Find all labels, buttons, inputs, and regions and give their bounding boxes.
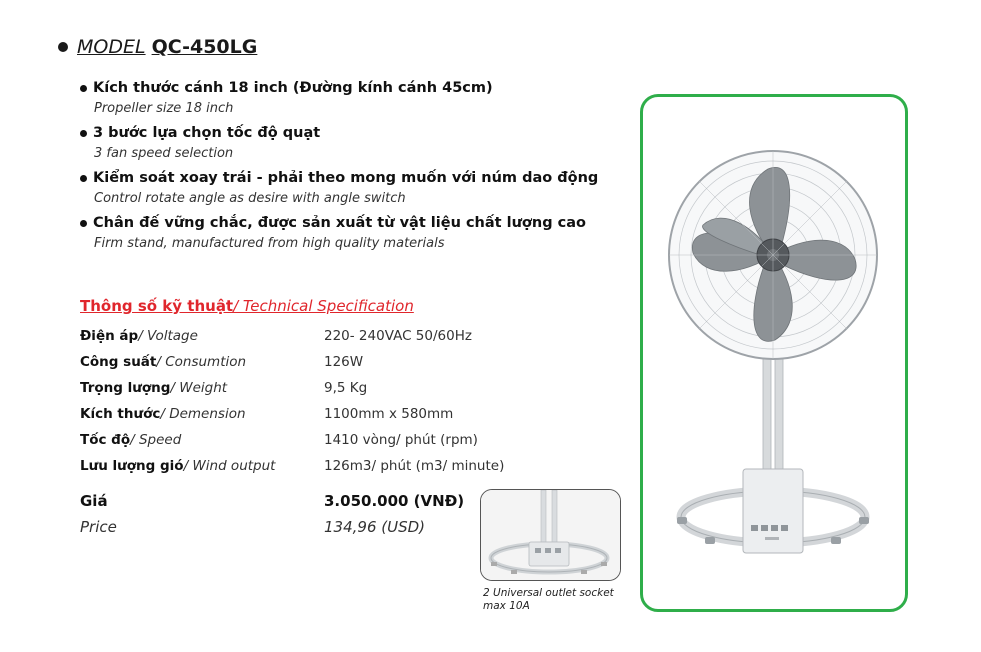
feature-en-text: 3 fan speed selection [94,146,234,161]
feature-list [80,78,620,258]
spec-heading-vi: Thông số kỹ thuật [80,297,234,315]
feature-vi-text: Kích thước cánh 18 inch (Đường kính cánh 45cm) [93,80,493,96]
price-row-vnd [80,488,480,514]
spec-heading-en: / Technical Specification [233,297,414,315]
model-code: QC-450LG [151,36,258,58]
spec-label-en: / Wind output [183,458,276,474]
stand-fan-image [643,97,905,609]
spec-label-vi: Công suất [80,354,157,370]
base-thumbnail [480,489,621,581]
price-label-en: Price [80,518,117,536]
spec-row-speed [80,427,540,453]
spec-table [80,323,540,479]
feature-vi-text: Kiểm soát xoay trái - phải theo mong muốn với núm dao động [93,170,599,186]
spec-value: 1100mm x 580mm [324,406,454,422]
bullet-dot [80,130,87,137]
spec-value: 9,5 Kg [324,380,368,396]
spec-row-voltage [80,323,540,349]
product-image-frame [640,94,908,612]
bullet-dot [80,220,87,227]
spec-label-en: / Speed [130,432,182,448]
spec-value: 126W [324,354,364,370]
spec-value: 126m3/ phút (m3/ minute) [324,458,505,474]
price-vnd: 3.050.000 (VNĐ) [324,492,465,510]
feature-vi-text: 3 bước lựa chọn tốc độ quạt [93,125,321,141]
spec-row-wind-output [80,453,540,479]
model-title [58,36,257,58]
thumbnail-caption: 2 Universal outlet socket max 10A [483,587,614,612]
bullet-dot [58,42,68,52]
bullet-dot [80,175,87,182]
price-row-usd [80,514,480,540]
feature-item [80,78,620,119]
spec-row-consumption [80,349,540,375]
feature-en-text: Control rotate angle as desire with angle switch [94,191,406,206]
spec-label-vi: Trọng lượng [80,380,171,396]
spec-label-vi: Tốc độ [80,432,131,448]
spec-row-dimension [80,401,540,427]
spec-label-vi: Điện áp [80,328,139,344]
fan-base-image [481,490,621,581]
price-block [80,488,480,540]
spec-label-vi: Kích thước [80,406,161,422]
model-label: MODEL [77,36,146,58]
spec-label-en: / Weight [170,380,228,396]
price-label-vi: Giá [80,492,108,510]
spec-label-en: / Demension [160,406,246,422]
spec-label-vi: Lưu lượng gió [80,458,184,474]
feature-en-text: Firm stand, manufactured from high quality materials [94,236,445,251]
spec-label-en: / Voltage [138,328,198,344]
feature-item [80,123,620,164]
feature-item [80,213,620,254]
feature-vi-text: Chân đế vững chắc, được sản xuất từ vật liệu chất lượng cao [93,215,586,231]
spec-value: 1410 vòng/ phút (rpm) [324,432,478,448]
spec-value: 220- 240VAC 50/60Hz [324,328,472,344]
feature-en-text: Propeller size 18 inch [94,101,234,116]
feature-item [80,168,620,209]
bullet-dot [80,85,87,92]
price-usd: 134,96 (USD) [324,518,426,536]
spec-row-weight [80,375,540,401]
spec-heading [80,297,414,315]
spec-label-en: / Consumtion [156,354,247,370]
